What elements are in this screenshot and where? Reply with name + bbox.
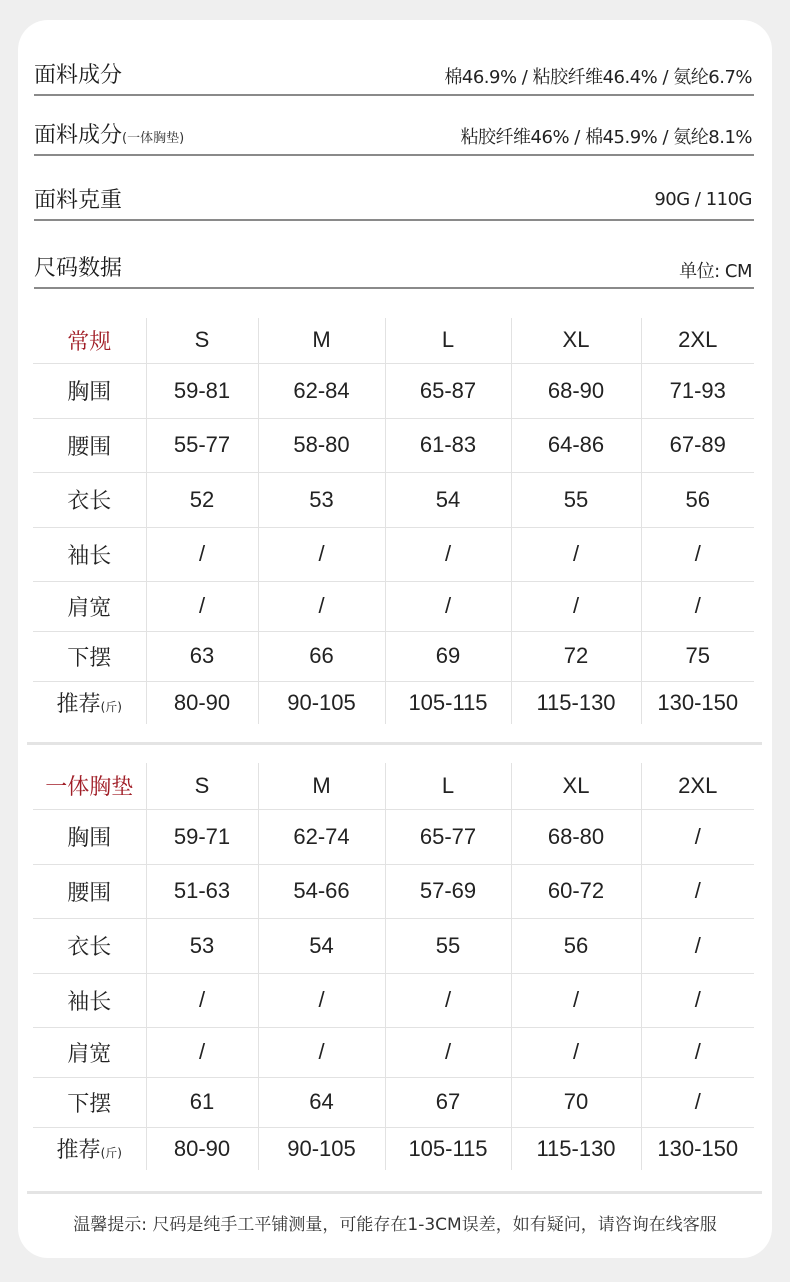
table-cell: / [511, 527, 641, 581]
table-cell: 55 [385, 918, 511, 973]
table-cell: / [258, 581, 385, 631]
size-m-header: M [258, 763, 385, 809]
unit-label: (斤) [100, 1146, 122, 1161]
table-cell: / [511, 1027, 641, 1077]
padded-fabric-composition-label: 面料成分(一体胸垫) [34, 123, 185, 148]
size-xl-header: XL [511, 763, 641, 809]
table-cell: / [385, 581, 511, 631]
regular-size-table [33, 318, 754, 724]
table-row [33, 581, 754, 631]
table-header-row [33, 763, 754, 809]
table-cell: / [641, 809, 754, 864]
table-cell: 54 [385, 472, 511, 527]
table-cell: 70 [511, 1077, 641, 1127]
row-label: 推荐(斤) [56, 692, 122, 718]
table-cell: / [258, 527, 385, 581]
table-row [33, 1077, 754, 1127]
table-cell: 56 [641, 472, 754, 527]
regular-table-title: 常规 [33, 318, 146, 363]
table-cell: 59-71 [146, 809, 258, 864]
table-cell: 59-81 [146, 363, 258, 418]
table-cell: 61 [146, 1077, 258, 1127]
padded-table-title: 一体胸垫 [33, 763, 146, 809]
table-cell: 61-83 [385, 418, 511, 472]
table-cell: 90-105 [258, 681, 385, 724]
unit-label: (斤) [100, 700, 122, 715]
table-row [33, 1027, 754, 1077]
table-cell: 71-93 [641, 363, 754, 418]
table-cell: 115-130 [511, 1127, 641, 1170]
table-cell: 130-150 [641, 681, 754, 724]
table-cell: 66 [258, 631, 385, 681]
padded-fabric-composition-row [34, 118, 754, 156]
fabric-weight-value: 90G / 110G [654, 189, 752, 210]
table-cell: 65-87 [385, 363, 511, 418]
table-row [33, 472, 754, 527]
row-label: 衣长 [33, 918, 146, 973]
table-cell: / [146, 581, 258, 631]
table-row [33, 809, 754, 864]
row-label: 腰围 [33, 864, 146, 918]
size-l-header: L [385, 763, 511, 809]
table-row [33, 527, 754, 581]
table-cell: 80-90 [146, 681, 258, 724]
table-cell: 58-80 [258, 418, 385, 472]
table-cell: 64-86 [511, 418, 641, 472]
size-m-header: M [258, 318, 385, 363]
size-s-header: S [146, 763, 258, 809]
table-cell: / [641, 918, 754, 973]
table-header-row [33, 318, 754, 363]
table-row [33, 631, 754, 681]
row-label: 下摆 [33, 1077, 146, 1127]
table-cell: / [258, 973, 385, 1027]
table-cell: / [385, 527, 511, 581]
fabric-weight-label: 面料克重 [34, 188, 123, 213]
size-unit-value: 单位: CM [679, 261, 752, 282]
table-cell: 115-130 [511, 681, 641, 724]
fabric-weight-row [34, 183, 754, 221]
row-label: 袖长 [33, 973, 146, 1027]
table-cell: 62-84 [258, 363, 385, 418]
table-cell: / [641, 973, 754, 1027]
section-divider [27, 1191, 762, 1194]
row-label: 衣长 [33, 472, 146, 527]
table-cell: 72 [511, 631, 641, 681]
table-cell: 55-77 [146, 418, 258, 472]
table-cell: / [511, 581, 641, 631]
fabric-composition-value: 棉46.9% / 粘胶纤维46.4% / 氨纶6.7% [444, 67, 752, 88]
table-cell: 54 [258, 918, 385, 973]
row-label: 胸围 [33, 809, 146, 864]
row-label: 下摆 [33, 631, 146, 681]
table-cell: 53 [146, 918, 258, 973]
table-cell: / [641, 1027, 754, 1077]
table-cell: 57-69 [385, 864, 511, 918]
table-cell: / [385, 1027, 511, 1077]
row-label: 肩宽 [33, 581, 146, 631]
table-cell: 56 [511, 918, 641, 973]
table-cell: 90-105 [258, 1127, 385, 1170]
table-cell: 68-80 [511, 809, 641, 864]
table-cell: 105-115 [385, 681, 511, 724]
table-cell: 64 [258, 1077, 385, 1127]
padded-label-note: (一体胸垫) [122, 131, 185, 146]
row-label: 袖长 [33, 527, 146, 581]
table-row [33, 918, 754, 973]
table-cell: 55 [511, 472, 641, 527]
table-row [33, 681, 754, 724]
table-cell: 51-63 [146, 864, 258, 918]
table-row [33, 1127, 754, 1170]
table-cell: / [146, 527, 258, 581]
table-cell: / [641, 581, 754, 631]
table-cell: 67-89 [641, 418, 754, 472]
padded-fabric-composition-value: 粘胶纤维46% / 棉45.9% / 氨纶8.1% [460, 127, 752, 148]
table-cell: 80-90 [146, 1127, 258, 1170]
size-xl-header: XL [511, 318, 641, 363]
size-l-header: L [385, 318, 511, 363]
measurement-note: 温馨提示: 尺码是纯手工平铺测量，可能存在1-3CM误差，如有疑问，请咨询在线客服 [73, 1215, 717, 1235]
table-cell: / [146, 973, 258, 1027]
table-cell: / [258, 1027, 385, 1077]
table-cell: / [641, 864, 754, 918]
table-row [33, 363, 754, 418]
fabric-composition-row [34, 58, 754, 96]
table-row [33, 864, 754, 918]
table-cell: 130-150 [641, 1127, 754, 1170]
row-label: 胸围 [33, 363, 146, 418]
table-cell: 62-74 [258, 809, 385, 864]
row-label: 肩宽 [33, 1027, 146, 1077]
size-s-header: S [146, 318, 258, 363]
table-cell: 67 [385, 1077, 511, 1127]
table-cell: / [641, 1077, 754, 1127]
row-label: 腰围 [33, 418, 146, 472]
table-cell: 63 [146, 631, 258, 681]
row-label: 推荐(斤) [56, 1138, 122, 1164]
table-cell: 53 [258, 472, 385, 527]
table-cell: 54-66 [258, 864, 385, 918]
table-cell: / [385, 973, 511, 1027]
table-cell: / [641, 527, 754, 581]
table-cell: 68-90 [511, 363, 641, 418]
table-cell: 65-77 [385, 809, 511, 864]
size-data-row [34, 251, 754, 289]
size-2xl-header: 2XL [641, 763, 754, 809]
table-cell: / [511, 973, 641, 1027]
table-cell: 52 [146, 472, 258, 527]
table-cell: / [146, 1027, 258, 1077]
table-cell: 75 [641, 631, 754, 681]
table-cell: 69 [385, 631, 511, 681]
padded-size-table [33, 763, 754, 1170]
fabric-composition-label: 面料成分 [34, 63, 123, 88]
section-divider [27, 742, 762, 745]
size-2xl-header: 2XL [641, 318, 754, 363]
table-cell: 105-115 [385, 1127, 511, 1170]
table-row [33, 418, 754, 472]
table-cell: 60-72 [511, 864, 641, 918]
table-row [33, 973, 754, 1027]
size-data-label: 尺码数据 [34, 256, 123, 281]
